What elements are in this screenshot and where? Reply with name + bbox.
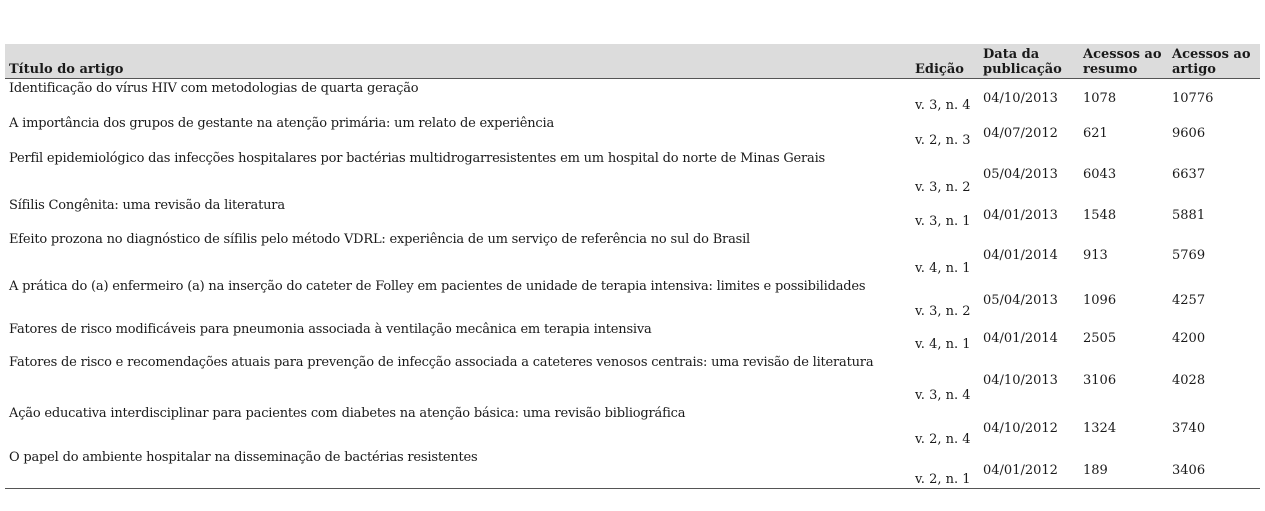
abstract-views: 189	[1079, 448, 1168, 489]
article-views: 6637	[1172, 167, 1206, 182]
article-views: 5769	[1172, 248, 1206, 263]
article-views: 4028	[1172, 373, 1206, 388]
table-row	[5, 277, 1260, 320]
table-row	[5, 448, 1260, 489]
abstract-views: 1548	[1083, 207, 1117, 223]
article-views: 4200	[1172, 331, 1206, 346]
article-title: A prática do (a) enfermeiro (a) na inserção do cateter de Folley em pacientes de unidade de terapia intensiva: limites e possibilidades	[9, 278, 866, 294]
publication-date: 04/10/2013	[983, 373, 1058, 388]
publication-date: 05/04/2013	[983, 167, 1058, 182]
abstract-views: 2505	[1083, 331, 1117, 346]
table-row	[5, 320, 1260, 353]
article-title: Efeito prozona no diagnóstico de sífilis pelo método VDRL: experiência de um serviço de referência no sul do Brasil	[9, 231, 751, 247]
abstract-views: 1078	[1083, 91, 1117, 107]
article-title: A importância dos grupos de gestante na atenção primária: um relato de experiência	[9, 115, 555, 131]
header-date: Data da publicação	[979, 44, 1079, 79]
article-edition: v. 4, n. 1	[915, 260, 971, 276]
abstract-views: 3106	[1083, 373, 1117, 388]
abstract-views: 913	[1083, 248, 1108, 263]
table-row	[5, 404, 1260, 448]
article-title: Fatores de risco modificáveis para pneumonia associada à ventilação mecânica em terapia intensiva	[9, 321, 652, 337]
table-row	[5, 114, 1260, 149]
article-edition: v. 2, n. 4	[915, 431, 971, 447]
table-row	[5, 149, 1260, 196]
article-views: 10776	[1172, 91, 1214, 107]
article-edition: v. 4, n. 1	[915, 336, 971, 352]
article-title: Fatores de risco e recomendações atuais para prevenção de infecção associada a cateteres venosos centrais: uma revisão de literatura	[9, 354, 874, 370]
article-views: 5881	[1172, 207, 1206, 223]
publication-date: 04/01/2014	[983, 248, 1058, 263]
table-header-row	[5, 44, 1260, 79]
article-edition: v. 3, n. 2	[915, 303, 971, 319]
article-edition: v. 3, n. 2	[915, 179, 971, 195]
publication-date: 04/01/2014	[983, 331, 1058, 346]
header-edition: Edição	[911, 44, 979, 79]
article-title: Perfil epidemiológico das infecções hospitalares por bactérias multidrogarresistentes em um hospital do norte de Minas Gerais	[9, 150, 826, 166]
publication-date: 05/04/2013	[983, 293, 1058, 308]
article-edition: v. 3, n. 4	[915, 97, 971, 113]
header-article-views: Acessos ao artigo	[1168, 44, 1260, 79]
publication-date: 04/01/2012	[979, 448, 1079, 489]
publication-date: 04/10/2012	[983, 420, 1058, 436]
article-edition: v. 3, n. 4	[915, 387, 971, 403]
header-title: Título do artigo	[5, 44, 911, 79]
article-edition: v. 3, n. 1	[915, 213, 971, 229]
table-row	[5, 353, 1260, 404]
article-title: Ação educativa interdisciplinar para pacientes com diabetes na atenção básica: uma revisão bibliográfica	[9, 405, 686, 421]
article-views: 9606	[1172, 126, 1206, 141]
table-row	[5, 196, 1260, 230]
abstract-views: 621	[1083, 126, 1108, 141]
publication-date: 04/10/2013	[983, 91, 1058, 107]
article-edition: v. 2, n. 3	[915, 132, 971, 148]
publication-date: 04/01/2013	[983, 207, 1058, 223]
table-row	[5, 230, 1260, 277]
articles-table	[5, 44, 1260, 489]
abstract-views: 1324	[1083, 420, 1117, 436]
article-title: Identificação do vírus HIV com metodologias de quarta geração	[9, 81, 419, 96]
abstract-views: 1096	[1083, 293, 1117, 308]
header-abstract-views: Acessos ao resumo	[1079, 44, 1168, 79]
table-row	[5, 79, 1260, 114]
article-title: Sífilis Congênita: uma revisão da literatura	[9, 197, 285, 213]
abstract-views: 6043	[1083, 167, 1117, 182]
publication-date: 04/07/2012	[983, 126, 1058, 141]
article-views: 3406	[1168, 448, 1260, 489]
article-title: O papel do ambiente hospitalar na disseminação de bactérias resistentes	[5, 448, 911, 489]
article-views: 4257	[1172, 293, 1206, 308]
article-views: 3740	[1172, 420, 1206, 436]
article-edition: v. 2, n. 1	[911, 448, 979, 489]
table-body	[5, 79, 1260, 489]
